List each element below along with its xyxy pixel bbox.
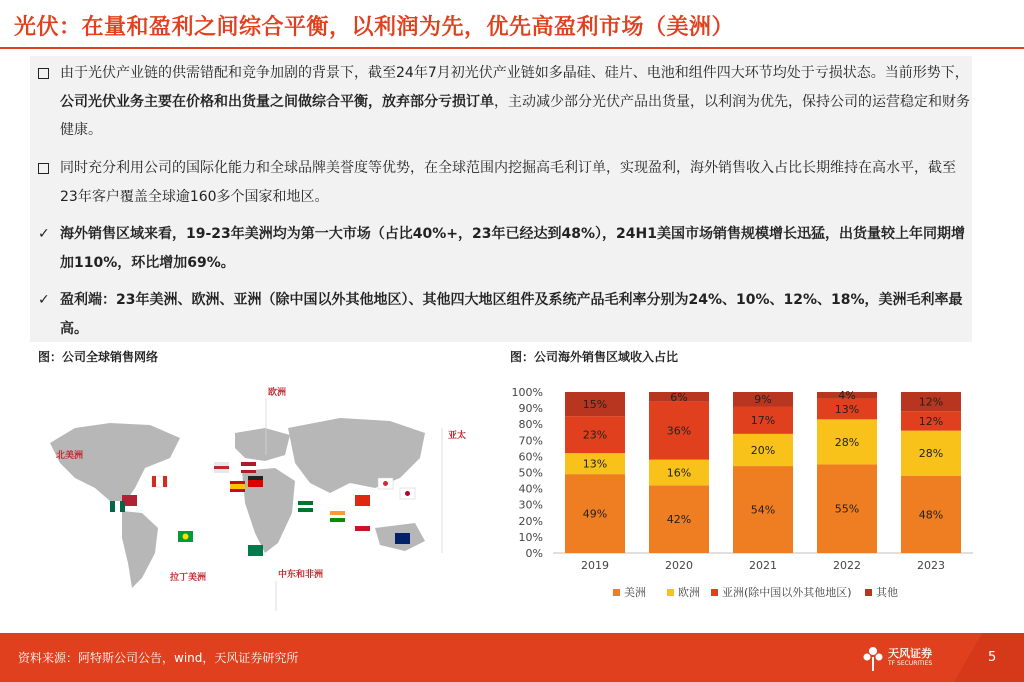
brand-logo — [862, 641, 950, 675]
data-label: 13% — [582, 457, 608, 471]
x-tick-label: 2021 — [749, 559, 777, 572]
title-divider — [0, 47, 1024, 49]
paragraph-2-text: 同时充分利用公司的国际化能力和全球品牌美誉度等优势，在全球范围内挖掘高毛利订单，实现盈利，海外销售收入占比长期维持在高水平，截至23年客户覆盖全球逾160多个国家和地区。 — [60, 160, 956, 205]
chart-caption: 图：公司海外销售区域收入占比 — [510, 350, 679, 364]
brand-flower-icon — [862, 643, 884, 673]
y-tick-label: 70% — [518, 434, 543, 448]
paragraph-4-text: 盈利端：23年美洲、欧洲、亚洲（除中国以外其他地区）、其他四大地区组件及系统产品毛利率分别为24%、10%、12%、18%，美洲毛利率最高。 — [60, 292, 963, 337]
check-icon: ✓ — [38, 226, 50, 242]
data-label: 13% — [834, 402, 860, 416]
x-tick-label: 2019 — [581, 559, 609, 572]
legend-swatch — [667, 589, 674, 596]
x-tick-label: 2023 — [917, 559, 945, 572]
data-label: 9% — [754, 393, 772, 407]
data-label: 6% — [670, 390, 688, 404]
data-label: 4% — [838, 389, 856, 403]
data-label: 12% — [918, 395, 944, 409]
page-title: 光伏：在量和盈利之间综合平衡，以利润为先，优先高盈利市场（美洲） — [14, 15, 735, 40]
check-paragraph-3 — [38, 220, 970, 277]
data-label: 16% — [666, 466, 692, 480]
data-label: 54% — [750, 503, 776, 517]
region-latin-america: 拉丁美洲 — [170, 573, 207, 583]
data-label: 49% — [582, 507, 608, 521]
square-bullet-icon — [38, 154, 60, 185]
bullet-paragraph-2 — [38, 154, 970, 211]
x-tick-label: 2020 — [665, 559, 693, 572]
data-label: 23% — [582, 428, 608, 442]
data-label: 15% — [582, 398, 608, 412]
y-tick-label: 50% — [518, 466, 543, 480]
y-tick-label: 60% — [518, 450, 543, 464]
data-label: 17% — [750, 414, 776, 428]
source-note: 资料来源：阿特斯公司公告，wind，天风证券研究所 — [18, 651, 299, 665]
square-bullet-icon — [38, 59, 60, 90]
paragraph-1-highlight: 公司光伏业务主要在价格和出货量之间做综合平衡，放弃部分亏损订单 — [60, 93, 494, 110]
bullet-paragraph-1 — [38, 59, 970, 145]
y-tick-label: 30% — [518, 498, 543, 512]
y-tick-label: 20% — [518, 514, 543, 528]
y-tick-label: 0% — [525, 547, 543, 560]
y-tick-label: 100% — [511, 386, 543, 399]
overseas-revenue-share-chart — [505, 380, 985, 610]
y-tick-label: 10% — [518, 530, 543, 544]
region-asia-pacific: 亚太 — [448, 431, 467, 441]
data-label: 42% — [666, 513, 692, 527]
page-number: 5 — [988, 650, 997, 665]
legend-label: 其他 — [876, 586, 898, 599]
check-paragraph-4 — [38, 286, 970, 343]
data-label: 36% — [666, 424, 692, 438]
data-label: 12% — [918, 414, 944, 428]
y-tick-label: 40% — [518, 482, 543, 496]
data-label: 55% — [834, 502, 860, 516]
world-sales-map — [30, 383, 485, 611]
data-label: 20% — [750, 443, 776, 457]
legend-swatch — [613, 589, 620, 596]
legend-swatch — [711, 589, 718, 596]
footer-bar — [0, 633, 1024, 682]
x-tick-label: 2022 — [833, 559, 861, 572]
paragraph-3-text: 海外销售区域来看，19-23年美洲均为第一大市场（占比40%+，23年已经达到48%），24H1美国市场销售规模增长迅猛，出货量较上年同期增加110%，环比增加69%。 — [60, 226, 965, 271]
brand-name: 天风证券 — [888, 647, 932, 660]
legend-label: 美洲 — [624, 586, 646, 599]
map-caption: 图：公司全球销售网络 — [38, 350, 159, 364]
legend-swatch — [865, 589, 872, 596]
legend-label: 亚洲(除中国以外其他地区) — [722, 586, 852, 599]
region-middle-east-africa: 中东和非洲 — [278, 570, 324, 580]
region-north-america: 北美洲 — [56, 451, 84, 461]
y-tick-label: 90% — [518, 402, 543, 416]
data-label: 48% — [918, 508, 944, 522]
region-europe: 欧洲 — [268, 388, 287, 398]
legend-label: 欧洲 — [678, 586, 700, 599]
data-label: 28% — [834, 435, 860, 449]
brand-name-en: TF SECURITIES — [888, 660, 933, 667]
check-icon: ✓ — [38, 292, 50, 308]
paragraph-1-text-end: ，主动减少部分光伏产品出货量，以利润为优先，保持公司的运营稳定和财务健康。 — [60, 93, 970, 138]
y-tick-label: 80% — [518, 418, 543, 432]
paragraph-1-text: 由于光伏产业链的供需错配和竞争加剧的背景下，截至24年7月初光伏产业链如多晶硅、硅片、电池和组件四大环节均处于亏损状态。当前形势下， — [60, 65, 969, 81]
data-label: 28% — [918, 447, 944, 461]
